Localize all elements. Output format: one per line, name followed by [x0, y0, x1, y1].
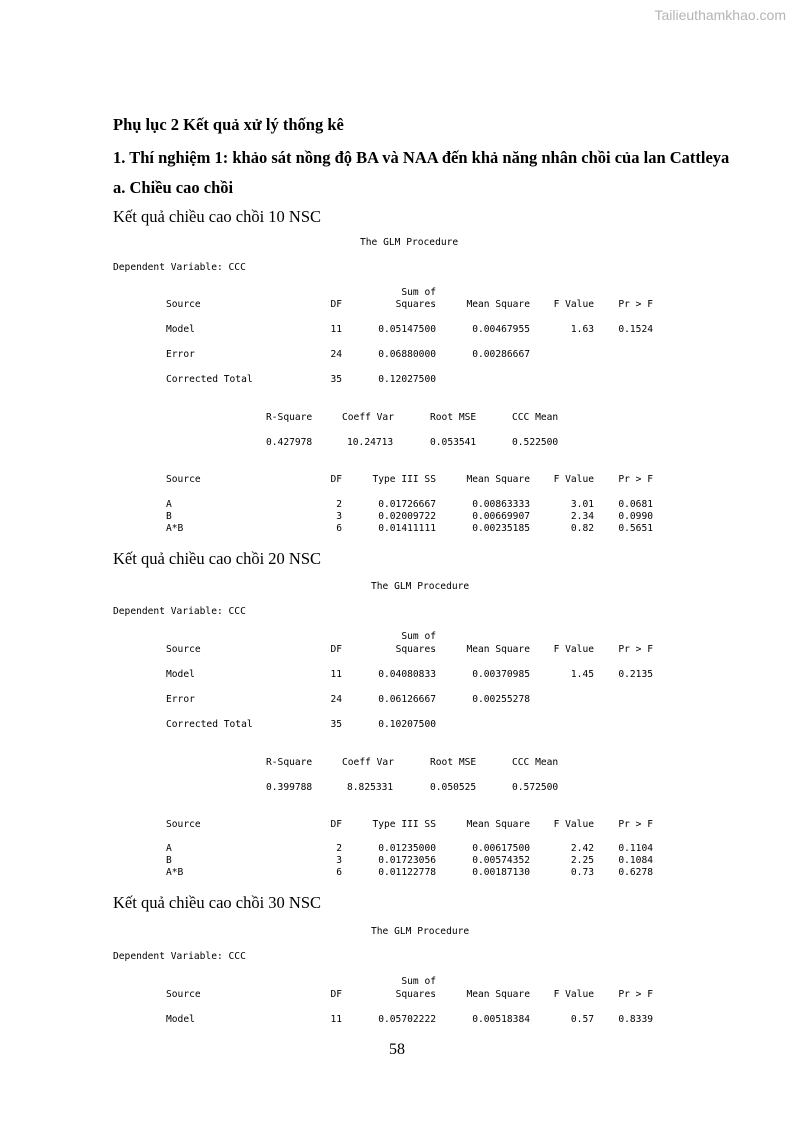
- sum-of-label: Sum of: [401, 631, 436, 642]
- block-title: Kết quả chiều cao chồi 10 NSC: [113, 207, 322, 226]
- effect-label: A*B: [166, 523, 184, 534]
- mean-square-header: Mean Square: [466, 474, 530, 485]
- p-cell: 0.6278: [618, 867, 653, 878]
- ss-cell: 0.01235000: [378, 843, 436, 854]
- ss-cell: 0.01723056: [378, 855, 436, 866]
- f-cell: 1.45: [570, 669, 594, 680]
- df-cell: 24: [330, 694, 342, 705]
- procedure-title: The GLM Procedure: [371, 926, 470, 937]
- df-cell: 6: [336, 523, 342, 534]
- p-cell: 0.1524: [618, 324, 653, 335]
- squares-header: Squares: [395, 299, 436, 310]
- r-square-value: 0.399788: [266, 782, 313, 793]
- f-cell: 2.25: [570, 855, 594, 866]
- sum-of-label: Sum of: [401, 976, 436, 987]
- root-mse-value: 0.050525: [430, 782, 477, 793]
- ccc-mean-value: 0.572500: [512, 782, 559, 793]
- sum-of-label: Sum of: [401, 287, 436, 298]
- df-cell: 24: [330, 349, 342, 360]
- df-cell: 35: [330, 719, 342, 730]
- p-cell: 0.0681: [618, 499, 653, 510]
- df-cell: 11: [330, 1014, 342, 1025]
- experiment-heading: 1. Thí nghiệm 1: khảo sát nồng độ BA và NAA đến khả năng nhân chồi của lan Cattleya: [113, 148, 730, 167]
- row-label: Model: [166, 324, 195, 335]
- p-cell: 0.2135: [618, 669, 653, 680]
- f-cell: 1.63: [570, 324, 594, 335]
- df-header: DF: [330, 989, 342, 1000]
- f-value-header: F Value: [553, 474, 594, 485]
- row-label: Model: [166, 669, 195, 680]
- ms-cell: 0.00286667: [472, 349, 530, 360]
- f-value-header: F Value: [553, 644, 594, 655]
- pr-f-header: Pr > F: [618, 989, 653, 1000]
- ms-cell: 0.00863333: [472, 499, 530, 510]
- ms-cell: 0.00370985: [472, 669, 530, 680]
- dependent-variable: Dependent Variable: CCC: [113, 606, 246, 617]
- procedure-title: The GLM Procedure: [360, 237, 459, 248]
- source-header: Source: [166, 644, 201, 655]
- squares-header: Squares: [395, 644, 436, 655]
- f-value-header: F Value: [553, 299, 594, 310]
- coeff-var-value: 8.825331: [347, 782, 394, 793]
- p-cell: 0.8339: [618, 1014, 653, 1025]
- ss-cell: 0.01122778: [378, 867, 436, 878]
- ss-cell: 0.01411111: [378, 523, 436, 534]
- ss-cell: 0.05147500: [378, 324, 436, 335]
- coeff-var-header: Coeff Var: [342, 757, 394, 768]
- df-cell: 11: [330, 669, 342, 680]
- df-header: DF: [330, 474, 342, 485]
- source-header: Source: [166, 819, 201, 830]
- effect-label: A: [166, 843, 172, 854]
- root-mse-header: Root MSE: [430, 412, 477, 423]
- row-label: Model: [166, 1014, 195, 1025]
- source-header: Source: [166, 989, 201, 1000]
- ccc-mean-header: CCC Mean: [512, 757, 559, 768]
- squares-header: Squares: [395, 989, 436, 1000]
- f-value-header: F Value: [553, 989, 594, 1000]
- row-label: Corrected Total: [166, 719, 253, 730]
- pr-f-header: Pr > F: [618, 819, 653, 830]
- watermark: Tailieuthamkhao.com: [654, 7, 786, 23]
- ss-cell: 0.01726667: [378, 499, 436, 510]
- ms-cell: 0.00669907: [472, 511, 530, 522]
- f-cell: 0.73: [570, 867, 594, 878]
- p-cell: 0.1084: [618, 855, 653, 866]
- ms-cell: 0.00187130: [472, 867, 530, 878]
- df-cell: 2: [336, 843, 342, 854]
- ms-cell: 0.00617500: [472, 843, 530, 854]
- effect-label: A*B: [166, 867, 184, 878]
- section-heading: a. Chiều cao chồi: [113, 178, 234, 197]
- root-mse-header: Root MSE: [430, 757, 477, 768]
- mean-square-header: Mean Square: [466, 819, 530, 830]
- row-label: Error: [166, 694, 195, 705]
- r-square-value: 0.427978: [266, 437, 313, 448]
- pr-f-header: Pr > F: [618, 299, 653, 310]
- f-cell: 2.34: [570, 511, 594, 522]
- df-cell: 3: [336, 511, 342, 522]
- effect-label: A: [166, 499, 172, 510]
- source-header: Source: [166, 474, 201, 485]
- df-cell: 35: [330, 374, 342, 385]
- coeff-var-value: 10.24713: [347, 437, 394, 448]
- row-label: Corrected Total: [166, 374, 253, 385]
- p-cell: 0.5651: [618, 523, 653, 534]
- mean-square-header: Mean Square: [466, 299, 530, 310]
- ss-cell: 0.06126667: [378, 694, 436, 705]
- ms-cell: 0.00574352: [472, 855, 530, 866]
- source-header: Source: [166, 299, 201, 310]
- ms-cell: 0.00467955: [472, 324, 530, 335]
- r-square-header: R-Square: [266, 412, 313, 423]
- block-title: Kết quả chiều cao chồi 20 NSC: [113, 549, 322, 568]
- dependent-variable: Dependent Variable: CCC: [113, 951, 246, 962]
- dependent-variable: Dependent Variable: CCC: [113, 262, 246, 273]
- type3ss-header: Type III SS: [372, 474, 436, 485]
- f-cell: 0.82: [570, 523, 594, 534]
- ss-cell: 0.02009722: [378, 511, 436, 522]
- procedure-title: The GLM Procedure: [371, 581, 470, 592]
- ccc-mean-header: CCC Mean: [512, 412, 559, 423]
- appendix-heading: Phụ lục 2 Kết quả xử lý thống kê: [113, 115, 344, 134]
- page-number: 58: [389, 1041, 405, 1058]
- f-cell: 0.57: [570, 1014, 594, 1025]
- p-cell: 0.0990: [618, 511, 653, 522]
- df-cell: 6: [336, 867, 342, 878]
- effect-label: B: [166, 511, 172, 522]
- ss-cell: 0.06880000: [378, 349, 436, 360]
- f-cell: 3.01: [570, 499, 594, 510]
- mean-square-header: Mean Square: [466, 644, 530, 655]
- root-mse-value: 0.053541: [430, 437, 477, 448]
- p-cell: 0.1104: [618, 843, 653, 854]
- df-cell: 3: [336, 855, 342, 866]
- ss-cell: 0.12027500: [378, 374, 436, 385]
- r-square-header: R-Square: [266, 757, 313, 768]
- type3ss-header: Type III SS: [372, 819, 436, 830]
- df-cell: 2: [336, 499, 342, 510]
- df-header: DF: [330, 819, 342, 830]
- pr-f-header: Pr > F: [618, 474, 653, 485]
- f-cell: 2.42: [570, 843, 594, 854]
- ss-cell: 0.04080833: [378, 669, 436, 680]
- df-header: DF: [330, 299, 342, 310]
- df-header: DF: [330, 644, 342, 655]
- mean-square-header: Mean Square: [466, 989, 530, 1000]
- row-label: Error: [166, 349, 195, 360]
- ss-cell: 0.05702222: [378, 1014, 436, 1025]
- ms-cell: 0.00255278: [472, 694, 530, 705]
- coeff-var-header: Coeff Var: [342, 412, 394, 423]
- ss-cell: 0.10207500: [378, 719, 436, 730]
- block-title: Kết quả chiều cao chồi 30 NSC: [113, 893, 322, 912]
- effect-label: B: [166, 855, 172, 866]
- ms-cell: 0.00235185: [472, 523, 530, 534]
- ccc-mean-value: 0.522500: [512, 437, 559, 448]
- f-value-header: F Value: [553, 819, 594, 830]
- ms-cell: 0.00518384: [472, 1014, 530, 1025]
- df-cell: 11: [330, 324, 342, 335]
- pr-f-header: Pr > F: [618, 644, 653, 655]
